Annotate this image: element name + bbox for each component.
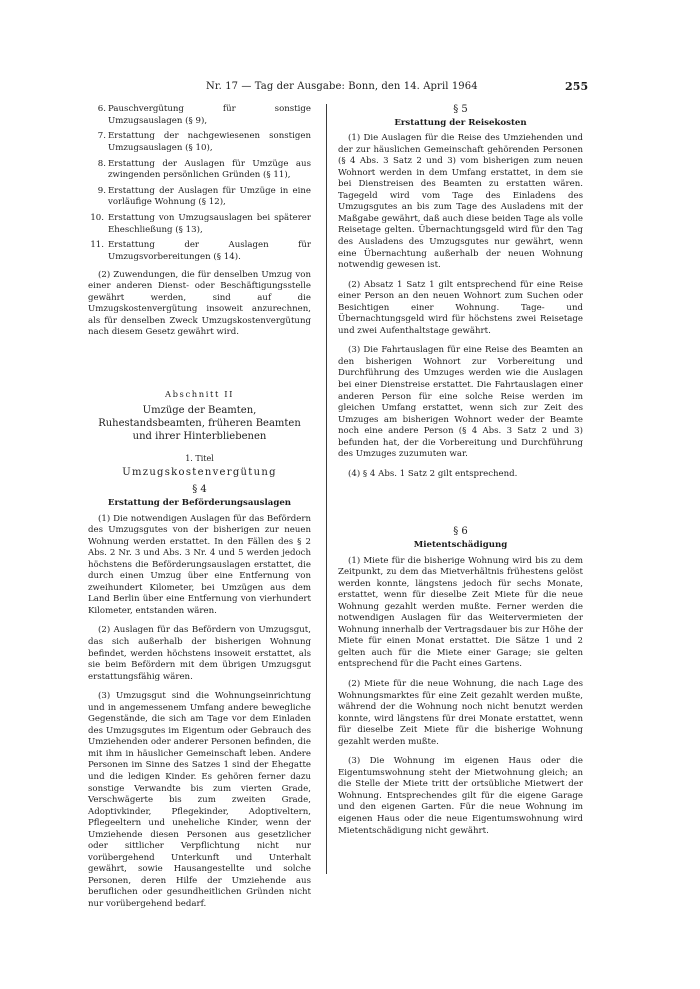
paragraph: (2) Absatz 1 Satz 1 gilt entsprechend für eine Reise einer Person an den neuen Wohnort zum Suchen oder Besichtigen einer Wohnung. Tage- und Übernachtungsgeld wird für höchstens zwei Reisetage und zwei Aufenthaltstage gewährt. xyxy=(338,279,583,336)
list-item: 11. Erstattung der Auslagen für Umzugsvorbereitungen (§ 14). xyxy=(90,240,311,262)
section-title: Umzüge der Beamten, Ruhestandsbeamten, früheren Beamten und ihrer Hinterbliebenen xyxy=(98,405,301,443)
paragraph: (1) Die Auslagen für die Reise des Umziehenden und der zur häuslichen Gemeinschaft gehörenden Personen (§ 4 Abs. 3 Satz 2 und 3) vom bisherigen zum neuen Wohnort werden in dem Umfang erstattet, in dem sie bei Dienstreisen des Beamten zu erstatten wären. Tagegeld wird vom Tage des Einladens des Umzugsgutes an bis zum Tage des Ausladens mit der Maßgabe gewährt, daß auch diese beiden Tage als volle Reisetage gelten. Übernachtungsgeld wird für den Tag des Ausladens des Umzugsgutes nur gewährt, wenn eine Übernachtung außerhalb der neuen Wohnung notwendig gewesen ist. xyxy=(338,133,583,271)
title-label: 1. Titel xyxy=(185,454,214,464)
paragraph: (2) Auslagen für das Befördern von Umzugsgut, das sich außerhalb der bisherigen Wohnung befindet, werden höchstens insoweit erstattet, als sie beim Befördern mit dem übrigen Umzugsgut erstattungsfähig wären. xyxy=(88,625,311,682)
list-item: 10. Erstattung von Umzugsauslagen bei späterer Eheschließung (§ 13), xyxy=(90,213,311,235)
header-issue-line: Nr. 17 — Tag der Ausgabe: Bonn, den 14. April 1964 xyxy=(206,81,478,92)
paragraph: (2) Miete für die neue Wohnung, die nach Lage des Wohnungsmarktes für eine Zeit gezahlt werden mußte, während der die Wohnung noch nicht benutzt werden konnte, wird längstens für drei Monate erstattet, wenn für dieselbe Zeit Miete für die bisherige Wohnung gezahlt werden mußte. xyxy=(338,678,583,747)
paragraph-sign: § 5 xyxy=(453,104,468,115)
title-name: Umzugskostenvergütung xyxy=(122,466,277,478)
enumeration-list xyxy=(88,104,311,264)
left-column xyxy=(88,104,311,919)
section-heading: Mietentschädigung xyxy=(413,539,508,550)
paragraph-sign: § 4 xyxy=(192,484,207,496)
section-heading: Erstattung der Reisekosten xyxy=(394,117,527,128)
right-column xyxy=(338,104,583,845)
list-item: 6. Pauschvergütung für sonstige Umzugsauslagen (§ 9), xyxy=(97,104,311,126)
paragraph: (3) Umzugsgut sind die Wohnungseinrichtung und in angemessenem Umfang andere bewegliche Gegenstände, die sich am Tage vor dem Einladen des Umzugsgutes im Eigentum oder Gebrauch des Umziehenden oder anderer Personen befinden, die mit ihm in häuslicher Gemeinschaft leben. Andere Personen im Sinne des Satzes 1 sind der Ehegatte und die ledigen Kinder. Es gehören ferner dazu sonstige Verwandte bis zum vierten Grade, Verschwägerte bis zum zweiten Grade, Adoptivkinder, Pflegekinder, Adoptiveltern, Pflegeeltern und uneheliche Kinder, wenn der Umziehende diesen Personen aus gesetzlicher oder sittlicher Verpflichtung nicht nur vorübergehend Unterkunft und Unterhalt gewährt, sowie Hausangestellte und solche Personen, deren Hilfe der Umziehende aus beruflichen oder gesundheitlichen Gründen nicht nur vorübergehend bedarf. xyxy=(88,691,311,910)
section-heading: Erstattung der Beförderungsauslagen xyxy=(107,497,292,508)
list-item: 8. Erstattung der Auslagen für Umzüge aus zwingenden persönlichen Gründen (§ 11), xyxy=(97,158,311,181)
list-item: 9. Erstattung der Auslagen für Umzüge in eine vorläufige Wohnung (§ 12), xyxy=(97,185,311,208)
list-item: 7. Erstattung der nachgewiesenen sonstigen Umzugsauslagen (§ 10), xyxy=(97,131,311,153)
column-divider xyxy=(326,104,327,874)
paragraph: (4) § 4 Abs. 1 Satz 2 gilt entsprechend. xyxy=(348,468,518,479)
section-label: Abschnitt II xyxy=(164,388,235,399)
paragraph: (1) Miete für die bisherige Wohnung wird bis zu dem Zeitpunkt, zu dem das Mietverhältnis frühestens gelöst werden konnte, längstens jedoch für sechs Monate, erstattet, wenn für dieselbe Zeit Miete für die neue Wohnung gezahlt werden mußte. Ferner werden die notwendigen Auslagen für das Weitervermieten der Wohnung innerhalb der Vertragsdauer bis zur Höhe der Miete für einen Monat erstattet. Die Sätze 1 und 2 gelten auch für die Miete einer Garage; sie gelten entsprechend für die Pacht eines Gartens. xyxy=(338,555,583,670)
page-number: 255 xyxy=(565,80,589,93)
paragraph: (3) Die Fahrtauslagen für eine Reise des Beamten an den bisherigen Wohnort zur Vorbereitung und Durchführung des Umzuges werden wie die Auslagen bei einer Dienstreise erstattet. Die Fahrtauslagen einer anderen Person für eine solche Reise werden im gleichen Umfang erstattet, wenn sich zur Zeit des Umzuges am bisherigen Wohnort weder der Beamte noch eine andere Person (§ 4 Abs. 3 Satz 2 und 3) befunden hat, der die Vorbereitung und Durchführung des Umzuges zuzumuten war. xyxy=(338,345,583,460)
paragraph-sign: § 6 xyxy=(453,526,468,538)
paragraph: (1) Die notwendigen Auslagen für das Befördern des Umzugsgutes von der bisherigen zur neuen Wohnung werden erstattet. In den Fällen des § 2 Abs. 2 Nr. 3 und Abs. 3 Nr. 4 und 5 werden jedoch höchstens die Beförderungsauslagen erstattet, die durch einen Umzug über eine Entfernung von zweihundert Kilometer, bei Umzügen aus dem Land Berlin über eine Entfernung von vierhundert Kilometer, entstanden wären. xyxy=(88,513,311,616)
paragraph: (3) Die Wohnung im eigenen Haus oder die Eigentumswohnung steht der Mietwohnung gleich; an die Stelle der Miete tritt der ortsübliche Mietwert der Wohnung. Entsprechendes gilt für die eigene Garage und den eigenen Garten. Für die neue Wohnung im eigenen Haus oder die neue Eigentumswohnung wird Mietentschädigung nicht gewährt. xyxy=(338,756,583,836)
paragraph: (2) Zuwendungen, die für denselben Umzug von einer anderen Dienst- oder Beschäftigungsstelle gewährt werden, sind auf die Umzugskostenvergütung insoweit anzurechnen, als für denselben Zweck Umzugskostenvergütung nach diesem Gesetz gewährt wird. xyxy=(88,269,311,338)
